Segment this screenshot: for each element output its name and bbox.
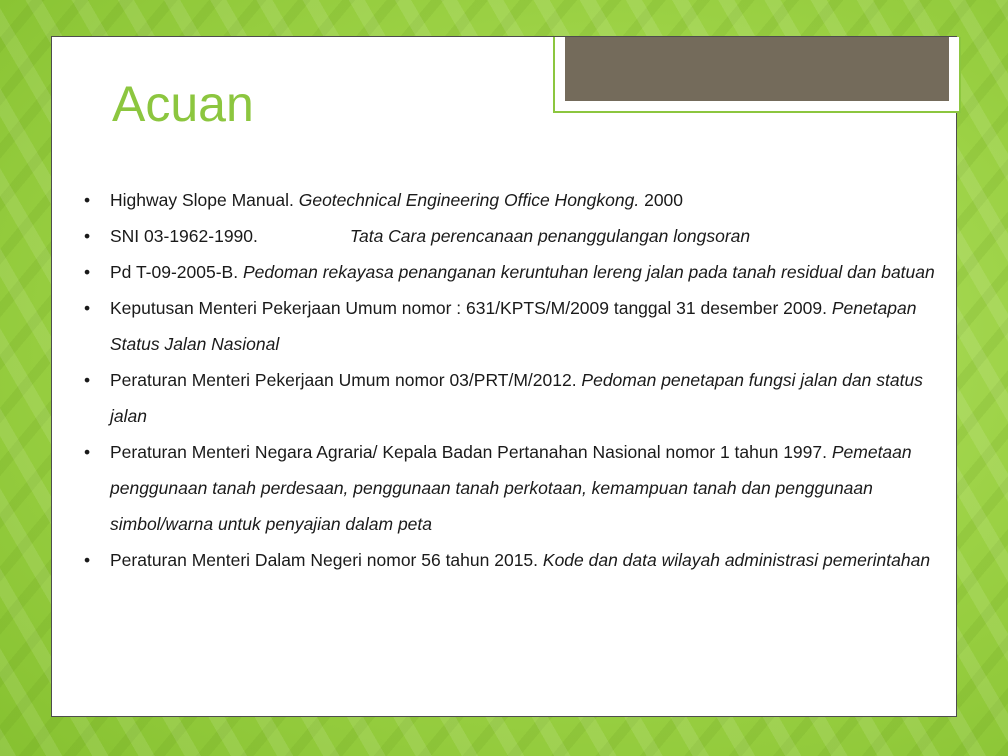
- reference-text: Highway Slope Manual.: [110, 190, 299, 210]
- reference-title: Penetapan Status Jalan Nasional: [110, 298, 917, 354]
- reference-text: Pd T-09-2005-B.: [110, 262, 243, 282]
- bullet-icon: •: [84, 226, 91, 246]
- reference-text: SNI 03-1962-1990.: [110, 226, 258, 246]
- reference-item: [84, 362, 944, 434]
- reference-title: Pedoman rekayasa penanganan keruntuhan lereng jalan pada tanah residual dan batuan: [242, 262, 935, 282]
- bullet-icon: •: [84, 298, 91, 318]
- reference-text: Keputusan Menteri Pekerjaan Umum nomor : 631/KPTS/M/2009 tanggal 31 desember 2009.: [110, 298, 832, 318]
- bullet-icon: •: [84, 190, 91, 210]
- bullet-icon: •: [84, 442, 91, 462]
- bullet-icon: •: [84, 550, 91, 570]
- reference-text: Peraturan Menteri Negara Agraria/ Kepala Badan Pertanahan Nasional nomor 1 tahun 1997.: [110, 442, 832, 462]
- reference-title: Pedoman penetapan fungsi jalan dan status jalan: [110, 370, 923, 426]
- slide-title: Acuan: [112, 76, 254, 132]
- reference-item: [84, 434, 944, 542]
- reference-text: Peraturan Menteri Pekerjaan Umum nomor 03/PRT/M/2012.: [110, 370, 582, 390]
- reference-text: Peraturan Menteri Dalam Negeri nomor 56 tahun 2015.: [110, 550, 543, 570]
- corner-decoration-block: [565, 37, 949, 101]
- reference-item: [84, 182, 944, 218]
- reference-title: Tata Cara perencanaan penanggulangan longsoran: [349, 226, 751, 246]
- bullet-icon: •: [84, 370, 91, 390]
- reference-item: [84, 254, 944, 290]
- reference-title: Pemetaan penggunaan tanah perdesaan, penggunaan tanah perkotaan, kemampuan tanah dan penggunaan simbol/warna untuk penyajian dalam peta: [110, 442, 912, 534]
- reference-item: [84, 542, 944, 578]
- reference-tail: 2000: [639, 190, 684, 210]
- bullet-icon: •: [84, 262, 91, 282]
- reference-list: [84, 182, 944, 578]
- reference-title: Geotechnical Engineering Office Hongkong.: [298, 190, 640, 210]
- reference-item: [84, 290, 944, 362]
- reference-title: Kode dan data wilayah administrasi pemerintahan: [542, 550, 931, 570]
- reference-item: [84, 218, 944, 254]
